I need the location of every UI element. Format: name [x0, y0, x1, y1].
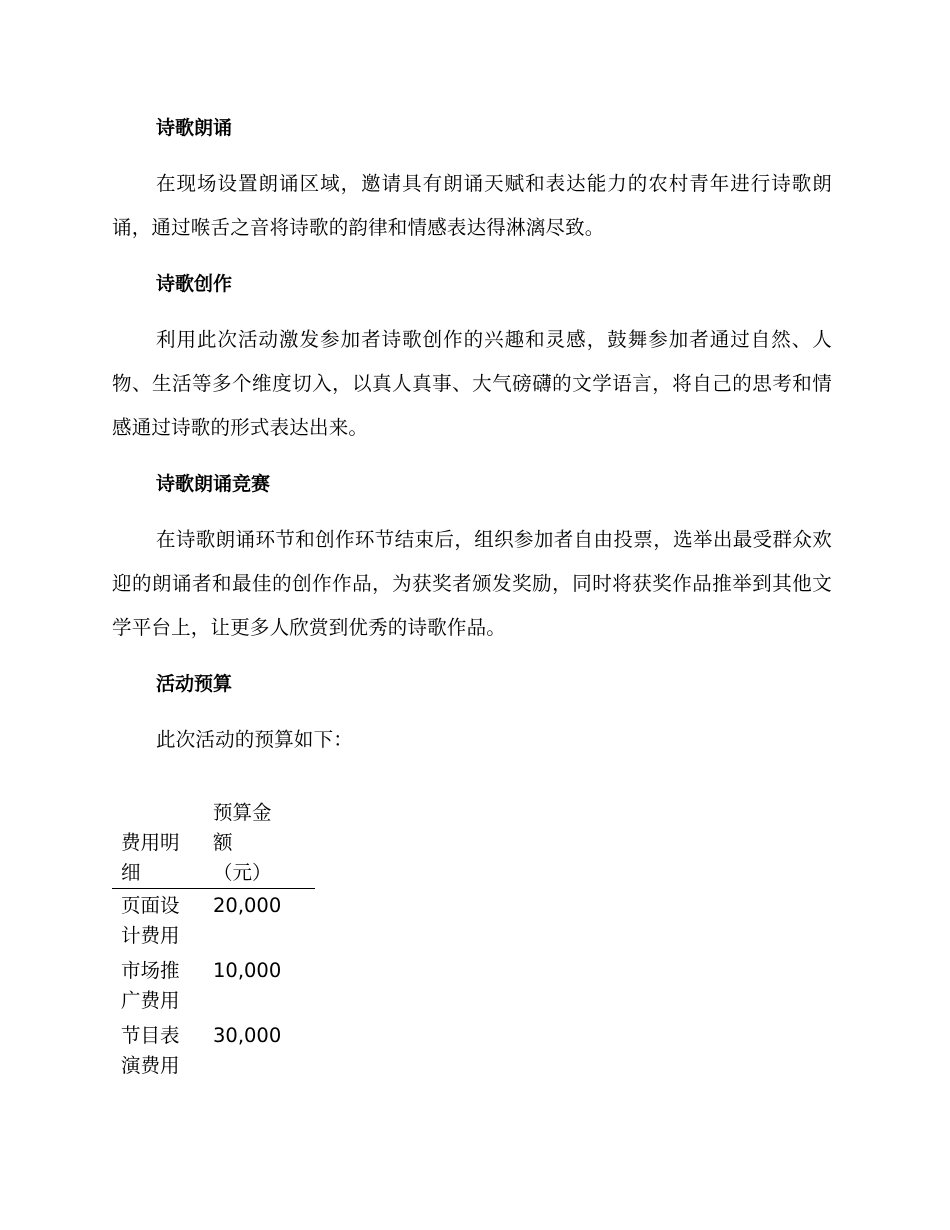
budget-table-header-amount-text: 预算金额（元） — [213, 801, 272, 884]
section-heading-competition: 诗歌朗诵竞赛 — [156, 473, 271, 495]
section-paragraph-budget: 此次活动的预算如下： — [156, 728, 354, 751]
document-page — [112, 106, 832, 762]
budget-table-cell-item — [112, 889, 213, 955]
budget-item-text: 节目表演费用 — [121, 1024, 180, 1077]
section-paragraph-competition: 在诗歌朗诵环节和创作环节结束后，组织参加者自由投票，选举出最受群众欢迎的朗诵者和最佳的创作作品，为获奖者颁发奖励，同时将获奖作品推举到其他文学平台上，让更多人欣赏到优秀的诗歌作品。 — [112, 528, 832, 639]
budget-table-cell-item — [112, 954, 213, 1019]
section-paragraph-creation: 利用此次活动激发参加者诗歌创作的兴趣和灵感，鼓舞参加者通过自然、人物、生活等多个维度切入，以真人真事、大气磅礴的文学语言，将自己的思考和情感通过诗歌的形式表达出来。 — [112, 328, 832, 439]
budget-table-header-item — [112, 798, 213, 889]
budget-table-header-item-text: 费用明细 — [121, 831, 180, 884]
section-heading-creation: 诗歌创作 — [156, 273, 233, 295]
budget-table-header-amount — [213, 798, 315, 889]
budget-table-header-row — [112, 798, 315, 889]
section-heading-recitation: 诗歌朗诵 — [156, 117, 233, 139]
section-heading-budget: 活动预算 — [156, 673, 233, 695]
table-row — [112, 1019, 315, 1084]
budget-item-text: 市场推广费用 — [121, 959, 180, 1012]
budget-table-cell-amount: 30,000 — [213, 1024, 282, 1047]
budget-table-cell-amount: 20,000 — [213, 894, 282, 917]
section-paragraph-recitation: 在现场设置朗诵区域，邀请具有朗诵天赋和表达能力的农村青年进行诗歌朗诵，通过喉舌之音将诗歌的韵律和情感表达得淋漓尽致。 — [112, 172, 832, 239]
table-row — [112, 954, 315, 1019]
budget-table-cell-item — [112, 1019, 213, 1084]
budget-item-text: 页面设计费用 — [121, 894, 180, 947]
budget-table — [112, 798, 315, 1084]
table-row — [112, 889, 315, 955]
budget-table-cell-amount: 10,000 — [213, 959, 282, 982]
